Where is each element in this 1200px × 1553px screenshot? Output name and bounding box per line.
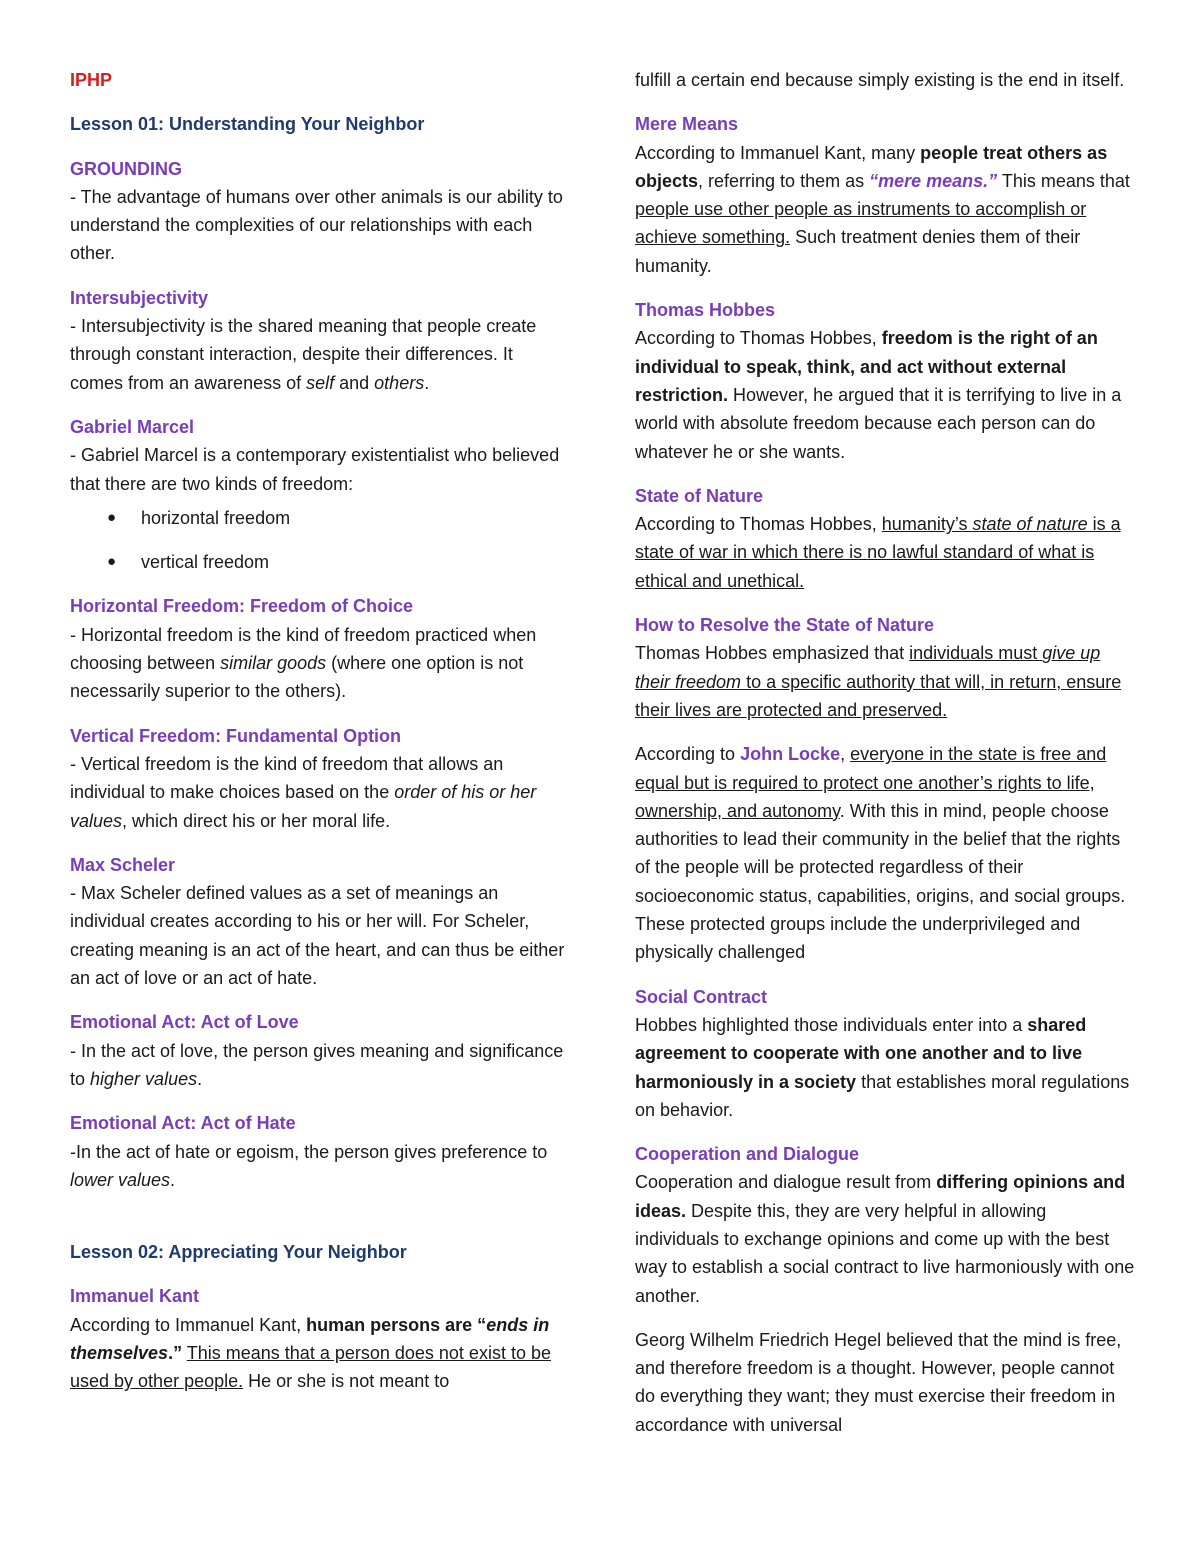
text-run: to a specific authority that will, in return, ensure their lives are protected and preserved. — [635, 671, 1122, 720]
text-run: humanity’s — [881, 514, 973, 535]
paragraph — [635, 1326, 1135, 1439]
section-mere-means — [635, 110, 1135, 280]
text-run: This means that a person does not exist to be used by other people. — [70, 1342, 551, 1392]
text-run: state of nature — [972, 514, 1088, 535]
section-heading: Cooperation and Dialogue — [635, 1144, 860, 1165]
section-heading: Lesson 02: Appreciating Your Neighbor — [70, 1242, 407, 1263]
text-run: According to — [635, 744, 741, 765]
text-run: shared agreement to cooperate with one another and to live harmoniously in a society — [635, 1014, 1087, 1092]
paragraph — [70, 1311, 570, 1396]
section-heading: Lesson 01: Understanding Your Neighbor — [70, 114, 425, 135]
paragraph — [70, 1138, 570, 1195]
list-item: ● horizontal freedom — [70, 504, 570, 532]
text-run: Such treatment denies them of their humanity. — [635, 227, 1081, 276]
section-heading: Vertical Freedom: Fundamental Option — [70, 725, 402, 746]
paragraph — [635, 740, 1135, 966]
list-item: ● vertical freedom — [70, 548, 570, 576]
text-run: He or she is not meant to — [243, 1371, 450, 1392]
section-intersubjectivity — [70, 284, 570, 397]
text-run: . — [197, 1068, 203, 1089]
text-run: - Horizontal freedom is the kind of freedom practiced when choosing between — [70, 624, 537, 674]
text-run: others — [374, 372, 425, 393]
text-run: and — [334, 372, 375, 393]
text-run: human persons are “ — [306, 1314, 487, 1335]
text-run: - Intersubjectivity is the shared meaning that people create through constant interaction, despite their differences. It comes from an awareness of — [70, 316, 537, 393]
bullet-list — [70, 504, 570, 577]
section-thomas-hobbes — [635, 296, 1135, 466]
text-run: “mere means.” — [869, 170, 998, 191]
text-run: . — [170, 1169, 176, 1190]
left-column — [70, 66, 570, 1412]
text-run: -In the act of hate or egoism, the person gives preference to — [70, 1141, 548, 1162]
section-cooperation-and-dialogue — [635, 1140, 1135, 1439]
paragraph — [635, 139, 1135, 280]
section-heading: Mere Means — [635, 114, 739, 135]
text-run: is a state of war in which there is no lawful standard of what is ethical and unethical. — [635, 514, 1121, 591]
section-gabriel-marcel — [70, 413, 570, 576]
section-lesson-02-appreciating-your-neighbor — [70, 1238, 570, 1266]
section-heading: Emotional Act: Act of Hate — [70, 1113, 296, 1134]
text-run: This means that — [997, 170, 1130, 191]
section-heading: Thomas Hobbes — [635, 300, 776, 321]
text-run: - In the act of love, the person gives meaning and significance to — [70, 1040, 564, 1089]
section-how-to-resolve-the-state-of-nature — [635, 611, 1135, 967]
right-column — [635, 66, 1135, 1455]
section-social-contract — [635, 983, 1135, 1124]
paragraph — [635, 66, 1135, 94]
section-vertical-freedom-fundamental-option — [70, 722, 570, 835]
text-run: - The advantage of humans over other animals is our ability to understand the complexities of our relationships with each other. — [70, 186, 563, 264]
section-heading: Immanuel Kant — [70, 1286, 200, 1307]
text-run: - Gabriel Marcel is a contemporary existentialist who believed that there are two kinds of freedom: — [70, 445, 560, 494]
text-run: - Vertical freedom is the kind of freedom that allows an individual to make choices based on the — [70, 753, 504, 803]
paragraph — [70, 441, 570, 498]
text-run: fulfill a certain end because simply existing is the end in itself. — [635, 70, 1125, 90]
text-run: . — [424, 372, 430, 393]
text-run: However, he argued that it is terrifying to live in a world with absolute freedom because each person can do whatever he or she wants. — [635, 384, 1122, 462]
text-run: give up their freedom — [635, 643, 1101, 692]
text-run: everyone in the state is free and equal but is required to protect one another’s rights to life, ownership, and autonomy — [635, 744, 1107, 821]
section-state-of-nature — [635, 482, 1135, 595]
section-heading: Horizontal Freedom: Freedom of Choice — [70, 596, 414, 617]
text-run: people use other people as instruments to accomplish or achieve something. — [635, 199, 1087, 248]
text-run: According to Immanuel Kant, many — [635, 142, 921, 163]
text-run: (where one option is not necessarily superior to the others). — [70, 653, 524, 702]
text-run: Georg Wilhelm Friedrich Hegel believed that the mind is free, and therefore freedom is a thought. However, people cannot do everything they want; they must exercise their freedom in accordance with universal — [635, 1329, 1122, 1435]
section-heading: Emotional Act: Act of Love — [70, 1012, 299, 1033]
text-run: According to Thomas Hobbes, — [635, 514, 882, 535]
text-run: lower values — [70, 1169, 171, 1190]
paragraph — [635, 639, 1135, 724]
text-run: .” — [168, 1342, 183, 1363]
text-run: similar goods — [220, 653, 327, 674]
section-lesson-01-understanding-your-neighbor — [70, 110, 570, 138]
text-run: people treat others as objects — [635, 142, 1108, 191]
text-run: , — [840, 744, 851, 765]
text-run: , which direct his or her moral life. — [122, 810, 391, 831]
paragraph — [635, 1168, 1135, 1309]
text-run: Hobbes highlighted those individuals enter into a — [635, 1014, 1028, 1035]
paragraph — [70, 879, 570, 992]
section-emotional-act-act-of-hate — [70, 1109, 570, 1194]
section-heading: IPHP — [70, 70, 113, 90]
paragraph — [70, 312, 570, 397]
paragraph — [70, 621, 570, 706]
paragraph — [70, 183, 570, 268]
section-heading: GROUNDING — [70, 158, 182, 179]
paragraph — [70, 1037, 570, 1094]
section-heading: Intersubjectivity — [70, 287, 209, 308]
section-emotional-act-act-of-love — [70, 1008, 570, 1093]
text-run: differing opinions and ideas. — [635, 1172, 1126, 1221]
text-run: - Max Scheler defined values as a set of meanings an individual creates according to his or her will. For Scheler, creating meaning is an act of the heart, and can thus be either an act of love or an act of hate. — [70, 883, 565, 989]
section-heading: Social Contract — [635, 986, 768, 1007]
text-run: Cooperation and dialogue result from — [635, 1172, 937, 1193]
text-run: that establishes moral regulations on behavior. — [635, 1071, 1130, 1120]
paragraph — [635, 1011, 1135, 1124]
text-run: individuals must — [909, 643, 1043, 664]
section-heading: State of Nature — [635, 485, 764, 506]
section-heading: Gabriel Marcel — [70, 416, 195, 437]
text-run: self — [306, 372, 335, 393]
text-run: higher values — [90, 1068, 198, 1089]
section-iphp — [70, 66, 570, 94]
text-run: Thomas Hobbes emphasized that — [635, 643, 910, 664]
text-run: According to Thomas Hobbes, — [635, 328, 882, 349]
section-max-scheler — [70, 851, 570, 992]
section-grounding — [70, 155, 570, 268]
section-immanuel-kant — [70, 1282, 570, 1395]
text-run: , referring to them as — [698, 170, 870, 191]
text-run: Despite this, they are very helpful in allowing individuals to exchange opinions and come up with the best way to establish a social contract to live harmoniously with one another. — [635, 1200, 1135, 1306]
text-run: ends in themselves — [70, 1314, 550, 1363]
text-run: According to Immanuel Kant, — [70, 1314, 307, 1335]
section-heading: Max Scheler — [70, 854, 176, 875]
paragraph — [70, 750, 570, 835]
text-run: John Locke — [740, 744, 841, 765]
text-run: freedom is the right of an individual to speak, think, and act without external restriction. — [635, 328, 1098, 405]
text-run: order of his or her values — [70, 782, 537, 831]
text-run: . With this in mind, people choose authorities to lead their community in the belief that the rights of the people will be protected regardless of their socioeconomic status, capabilities, origins, and social groups. These protected groups include the underprivileged and physically challenged — [635, 800, 1126, 963]
paragraph — [635, 510, 1135, 595]
section-heading: How to Resolve the State of Nature — [635, 615, 935, 636]
paragraph — [635, 324, 1135, 465]
section-continued — [635, 66, 1135, 94]
section-horizontal-freedom-freedom-of-choice — [70, 592, 570, 705]
